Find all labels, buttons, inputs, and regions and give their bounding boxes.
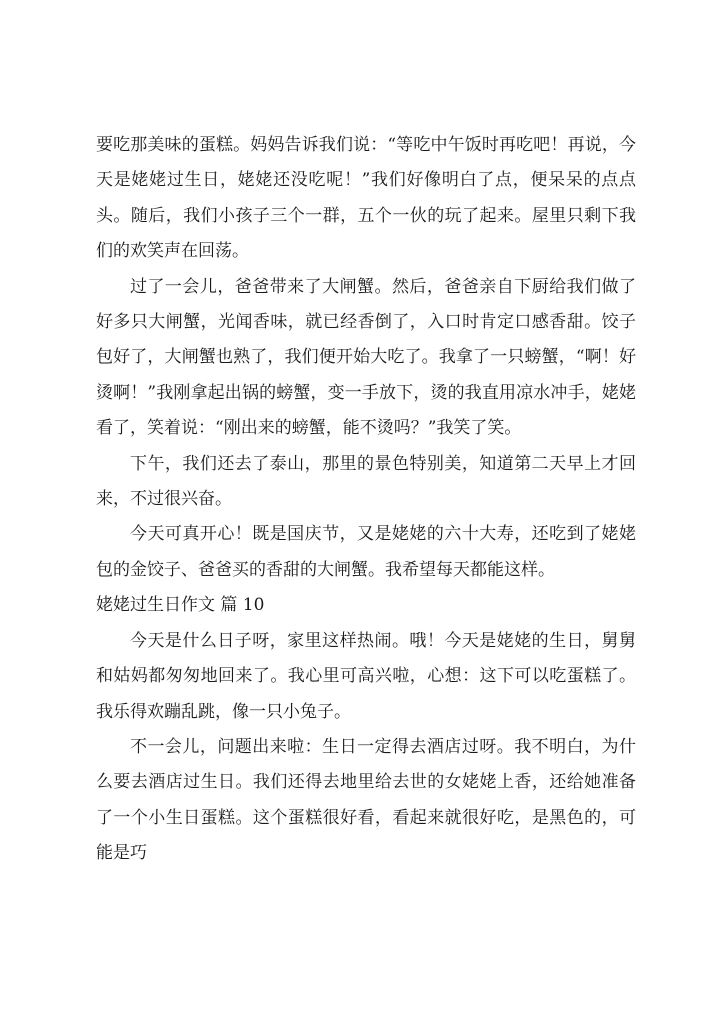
document-page bbox=[96, 128, 636, 872]
paragraph-continuation: 要吃那美味的蛋糕。妈妈告诉我们说：“等吃中午饭时再吃吧！再说，今天是姥姥过生日，姥姥还没吃呢！”我们好像明白了点，便呆呆的点点头。随后，我们小孩子三个一群，五个一伙的玩了起来。屋里只剩下我们的欢笑声在回荡。 bbox=[96, 135, 636, 262]
paragraph-restaurant-question: 不一会儿，问题出来啦：生日一定得去酒店过呀。我不明白，为什么要去酒店过生日。我们还得去地里给去世的女姥姥上香，还给她准备了一个小生日蛋糕。这个蛋糕很好看，看起来就很好吃，是黑色的，可能是巧 bbox=[96, 736, 636, 864]
paragraph-taishan-trip: 下午，我们还去了泰山，那里的景色特别美，知道第二天早上才回来，不过很兴奋。 bbox=[96, 453, 636, 510]
paragraph-birthday-morning: 今天是什么日子呀，家里这样热闹。哦！今天是姥姥的生日，舅舅和姑妈都匆匆地回来了。我心里可高兴啦，心想：这下可以吃蛋糕了。我乐得欢蹦乱跳，像一只小兔子。 bbox=[96, 630, 636, 722]
essay-heading: 姥姥过生日作文 篇 10 bbox=[96, 595, 265, 616]
paragraph-happy-day: 今天可真开心！既是国庆节，又是姥姥的六十大寿，还吃到了姥姥包的金饺子、爸爸买的香甜的大闸蟹。我希望每天都能这样。 bbox=[96, 524, 636, 580]
paragraph-crab-dinner: 过了一会儿，爸爸带来了大闸蟹。然后，爸爸亲自下厨给我们做了好多只大闸蟹，光闻香味，就已经香倒了，入口时肯定口感香甜。饺子包好了，大闸蟹也熟了，我们便开始大吃了。我拿了一只螃蟹，“啊！好烫啊！”我刚拿起出锅的螃蟹，变一手放下，烫的我直用凉水冲手，姥姥看了，笑着说：“刚出来的螃蟹，能不烫吗？”我笑了笑。 bbox=[96, 276, 636, 439]
